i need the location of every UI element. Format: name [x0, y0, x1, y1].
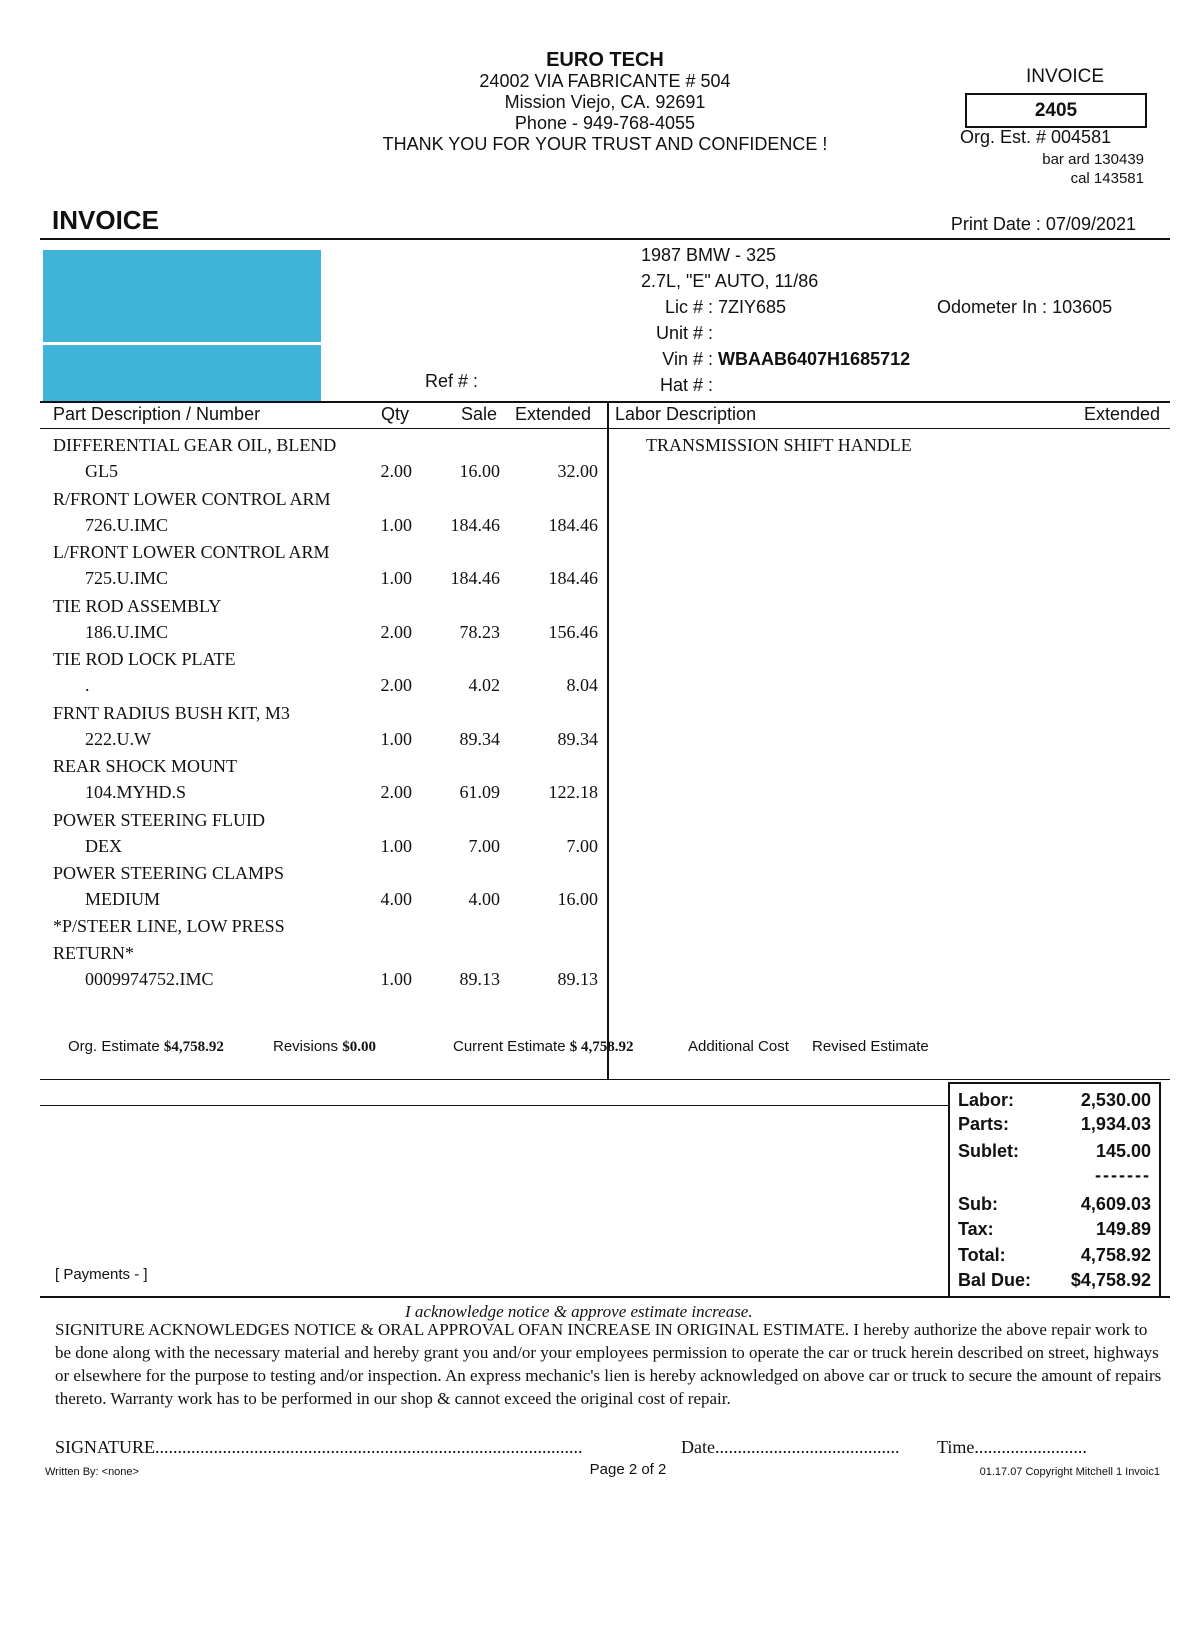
part-number: 726.U.IMC	[85, 515, 169, 535]
copyright: 01.17.07 Copyright Mitchell 1 Invoic1	[979, 1466, 1160, 1478]
current-estimate-value: $ 4,758.92	[569, 1039, 634, 1055]
part-qty: 2.00	[380, 461, 412, 481]
license-value: 7ZIY685	[718, 297, 787, 317]
part-qty: 2.00	[380, 782, 412, 802]
totals-bal-due	[958, 1270, 1151, 1294]
part-number: MEDIUM	[85, 889, 160, 909]
shop-city: Mission Viejo, CA. 92691	[504, 92, 706, 112]
totals-labor-label: Labor:	[958, 1090, 1014, 1110]
shop-name: EURO TECH	[546, 49, 664, 71]
org-estimate-value: $4,758.92	[163, 1039, 224, 1055]
part-sale: 78.23	[459, 622, 500, 642]
part-sale: 89.34	[459, 729, 500, 749]
column-divider	[607, 401, 609, 1079]
part-number: DEX	[85, 836, 122, 856]
payments-line: [ Payments - ]	[55, 1266, 148, 1283]
revised-estimate-label: Revised Estimate	[812, 1038, 929, 1055]
license-label: Lic # :	[664, 297, 713, 317]
print-date	[951, 214, 1136, 235]
part-number: GL5	[85, 461, 118, 481]
part-description: DIFFERENTIAL GEAR OIL, BLEND	[53, 435, 337, 455]
part-qty: 2.00	[380, 675, 412, 695]
part-extended: 156.46	[548, 622, 598, 642]
col-header-part: Part Description / Number	[53, 404, 261, 424]
part-number: 222.U.W	[85, 729, 151, 749]
summary-bottom-rule	[40, 1105, 948, 1106]
col-header-qty: Qty	[381, 404, 410, 424]
totals-bal-due-value: $4,758.92	[1070, 1270, 1151, 1290]
ref-row	[425, 371, 478, 392]
ref-label: Ref # :	[425, 371, 479, 391]
labor-description: TRANSMISSION SHIFT HANDLE	[646, 435, 912, 455]
odometer-label: Odometer In :	[937, 297, 1048, 317]
totals-bal-due-label: Bal Due:	[958, 1270, 1032, 1290]
part-number: 186.U.IMC	[85, 622, 169, 642]
odometer-value: 103605	[1052, 297, 1113, 317]
col-header-extended: Extended	[515, 404, 592, 424]
vehicle-engine: 2.7L, "E" AUTO, 11/86	[641, 271, 819, 291]
acknowledge-note: I acknowledge notice & approve estimate increase.	[405, 1302, 753, 1321]
part-extended: 122.18	[548, 782, 598, 802]
revisions-value: $0.00	[342, 1039, 376, 1055]
totals-labor	[958, 1090, 1151, 1114]
part-number: 104.MYHD.S	[85, 782, 187, 802]
legal-top-rule	[40, 1296, 1170, 1298]
current-estimate-label: Current Estimate	[453, 1038, 566, 1055]
part-description: TIE ROD ASSEMBLY	[53, 596, 222, 616]
totals-sub-value: 4,609.03	[1080, 1194, 1151, 1214]
summary-top-rule	[40, 1079, 1170, 1080]
part-qty: 1.00	[380, 969, 412, 989]
totals-sublet	[958, 1141, 1151, 1165]
part-sale: 7.00	[468, 836, 500, 856]
part-qty: 1.00	[380, 836, 412, 856]
vin-label: Vin # :	[662, 349, 713, 369]
table-top-rule	[40, 401, 1170, 403]
additional-cost-label: Additional Cost	[688, 1038, 789, 1055]
shop-phone: Phone - 949-768-4055	[514, 113, 696, 133]
vehicle-model: 1987 BMW - 325	[641, 245, 777, 265]
license-row	[641, 297, 786, 318]
part-description: R/FRONT LOWER CONTROL ARM	[53, 489, 331, 509]
written-by: Written By: <none>	[45, 1466, 139, 1478]
totals-parts-value: 1,934.03	[1080, 1114, 1151, 1134]
part-description: POWER STEERING CLAMPS	[53, 863, 285, 883]
part-number: 725.U.IMC	[85, 568, 169, 588]
unit-row	[641, 323, 713, 344]
part-qty: 1.00	[380, 729, 412, 749]
cal-number: cal 143581	[1070, 170, 1144, 187]
part-qty: 1.00	[380, 568, 412, 588]
header-rule	[40, 238, 1170, 240]
part-extended: 32.00	[557, 461, 598, 481]
part-extended: 8.04	[566, 675, 598, 695]
bar-ard: bar ard 130439	[1042, 151, 1144, 168]
current-estimate	[453, 1038, 633, 1056]
org-estimate	[68, 1038, 224, 1056]
table-header-rule	[40, 428, 1170, 429]
shop-address: 24002 VIA FABRICANTE # 504	[479, 71, 731, 91]
totals-sub	[958, 1194, 1151, 1218]
shop-tagline: THANK YOU FOR YOUR TRUST AND CONFIDENCE !	[382, 134, 828, 154]
redacted-customer-info	[43, 250, 321, 342]
signature-line: SIGNATURE...............................................................................................	[55, 1437, 583, 1457]
invoice-number: 2405	[965, 93, 1147, 128]
part-extended: 89.13	[557, 969, 598, 989]
part-sale: 184.46	[450, 568, 500, 588]
part-extended: 16.00	[557, 889, 598, 909]
part-description: REAR SHOCK MOUNT	[53, 756, 238, 776]
totals-parts	[958, 1114, 1151, 1138]
part-description-cont: RETURN*	[53, 943, 134, 963]
totals-box	[948, 1082, 1161, 1298]
part-extended: 89.34	[557, 729, 598, 749]
print-date-label: Print Date :	[950, 214, 1041, 234]
vin-value: WBAAB6407H1685712	[718, 349, 911, 369]
revisions	[273, 1038, 376, 1056]
totals-dashes: -------	[1095, 1165, 1151, 1185]
part-sale: 89.13	[459, 969, 500, 989]
part-extended: 184.46	[548, 568, 598, 588]
part-qty: 2.00	[380, 622, 412, 642]
part-number: .	[85, 675, 90, 695]
time-line: Time.........................	[937, 1437, 1087, 1457]
part-description: TIE ROD LOCK PLATE	[53, 649, 236, 669]
part-qty: 4.00	[380, 889, 412, 909]
org-estimate-label: Org. Estimate	[68, 1038, 160, 1055]
document-title: INVOICE	[52, 205, 159, 235]
col-header-sale: Sale	[461, 404, 498, 424]
part-sale: 16.00	[459, 461, 500, 481]
legal-text: SIGNITURE ACKNOWLEDGES NOTICE & ORAL APPROVAL OFAN INCREASE IN ORIGINAL ESTIMATE. I hereby authorize the above repair work to be done along with the necessary material and hereby grant you and/or your employees permission to operate the car or truck herein described on street, highways or elsewhere for the purpose to testing and/or inspection. An express mechanic's lien is hereby acknowledged on above car or truck to secure the amount of repairs thereto. Warranty work has to be performed in our shop & cannot exceed the original cost of repair.	[55, 1320, 1162, 1408]
part-sale: 4.00	[468, 889, 500, 909]
date-line: Date.........................................	[681, 1437, 900, 1457]
part-description: POWER STEERING FLUID	[53, 810, 265, 830]
col-header-labor: Labor Description	[615, 404, 757, 424]
col-header-labor-extended: Extended	[1083, 404, 1160, 424]
part-extended: 7.00	[566, 836, 598, 856]
totals-total	[958, 1245, 1151, 1269]
totals-parts-label: Parts:	[958, 1114, 1010, 1134]
totals-sub-label: Sub:	[958, 1194, 998, 1214]
hat-row	[641, 375, 713, 396]
org-estimate-number: Org. Est. # 004581	[960, 127, 1112, 147]
hat-label: Hat # :	[659, 375, 713, 395]
part-sale: 61.09	[459, 782, 500, 802]
totals-labor-value: 2,530.00	[1080, 1090, 1151, 1110]
totals-tax-label: Tax:	[958, 1219, 994, 1239]
totals-tax	[958, 1219, 1151, 1243]
shop-header	[330, 50, 880, 155]
odometer-row	[937, 297, 1112, 318]
redacted-customer-info-lower	[43, 345, 321, 403]
part-description: *P/STEER LINE, LOW PRESS	[53, 916, 285, 936]
totals-total-label: Total:	[958, 1245, 1006, 1265]
invoice-box-label: INVOICE	[1025, 66, 1105, 87]
totals-divider	[958, 1165, 1151, 1189]
totals-sublet-value: 145.00	[1095, 1141, 1151, 1161]
part-description: L/FRONT LOWER CONTROL ARM	[53, 542, 330, 562]
totals-total-value: 4,758.92	[1080, 1245, 1151, 1265]
page-number: Page 2 of 2	[589, 1461, 667, 1478]
totals-tax-value: 149.89	[1095, 1219, 1151, 1239]
revisions-label: Revisions	[273, 1038, 339, 1055]
part-number: 0009974752.IMC	[85, 969, 214, 989]
part-sale: 184.46	[450, 515, 500, 535]
vin-row	[641, 349, 910, 370]
part-qty: 1.00	[380, 515, 412, 535]
part-sale: 4.02	[468, 675, 500, 695]
part-extended: 184.46	[548, 515, 598, 535]
totals-sublet-label: Sublet:	[958, 1141, 1019, 1161]
unit-label: Unit # :	[655, 323, 713, 343]
print-date-value: 07/09/2021	[1045, 214, 1136, 234]
part-description: FRNT RADIUS BUSH KIT, M3	[53, 703, 290, 723]
